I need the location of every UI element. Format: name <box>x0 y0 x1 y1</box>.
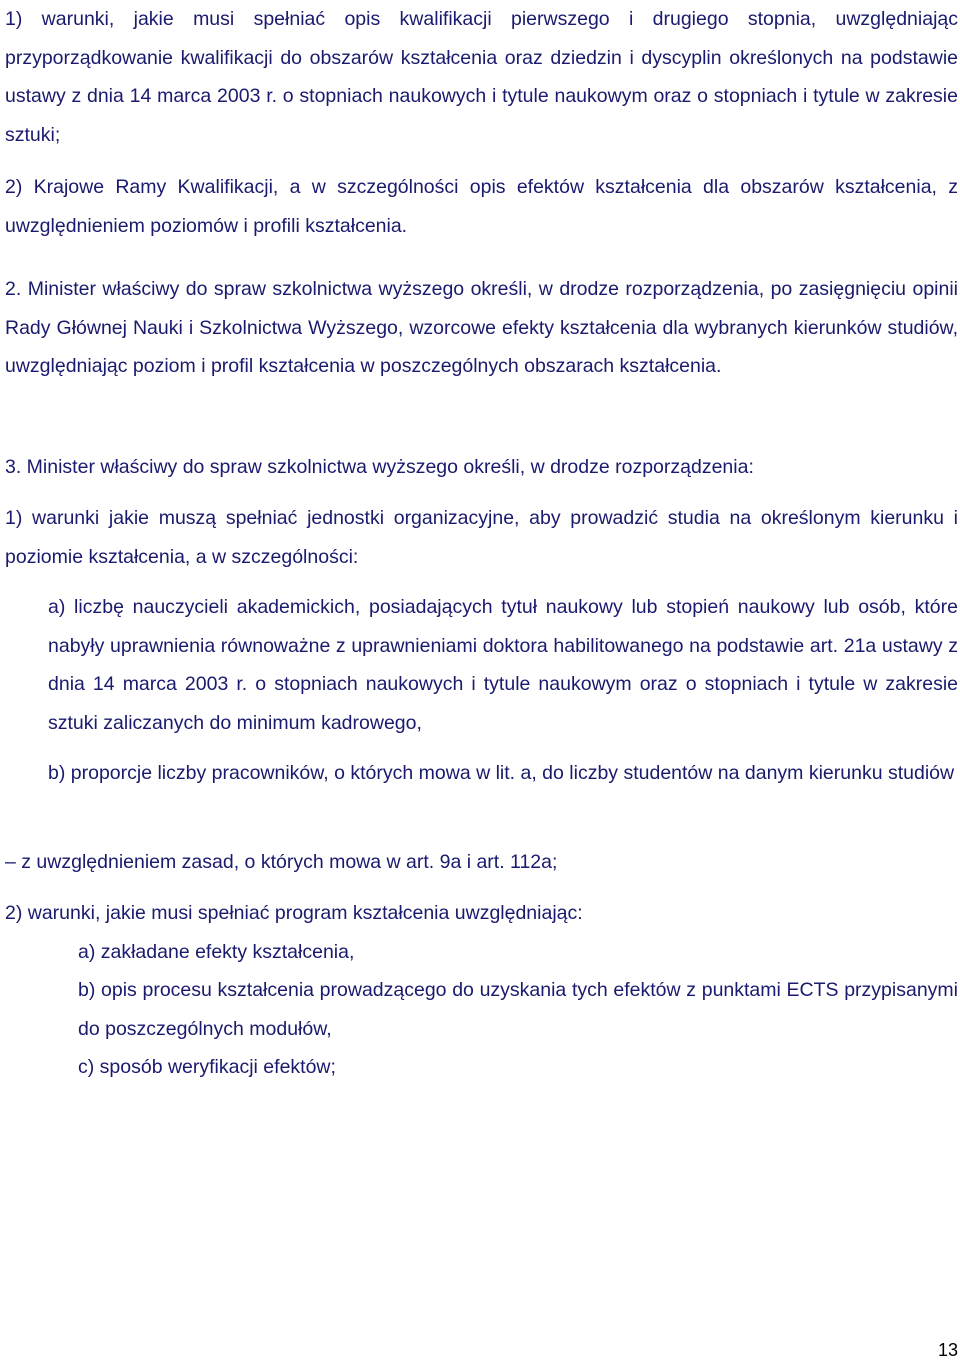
paragraph-section-3: 3. Minister właściwy do spraw szkolnictwa wyższego określi, w drodze rozporządzenia: <box>5 456 754 478</box>
paragraph-item-b-proportions: b) proporcje liczby pracowników, o których mowa w lit. a, do liczby studentów na danym kierunku studiów <box>48 762 955 784</box>
paragraph-item-a-teachers: a) liczbę nauczycieli akademickich, posiadających tytuł naukowy lub stopień naukowy lub osób, które nabyły uprawnienia równoważne z uprawnieniami doktora habilitowanego na podstawie art. 21a ustawy z dnia 14 marca 2003 r. o stopniach naukowych i tytule naukowym oraz o stopniach i tytule w zakresie sztuki zaliczanych do minimum kadrowego, <box>48 596 958 734</box>
paragraph-qualifications-description: 1) warunki, jakie musi spełniać opis kwalifikacji pierwszego i drugiego stopnia, uwzględniając przyporządkowanie kwalifikacji do obszarów kształcenia oraz dziedzin i dyscyplin określonych na podstawie ustawy z dnia 14 marca 2003 r. o stopniach naukowych i tytule naukowym oraz o stopniach i tytule w zakresie sztuki; <box>5 8 958 146</box>
page-number: 13 <box>937 1340 958 1360</box>
paragraph-item-b-process: b) opis procesu kształcenia prowadzącego do uzyskania tych efektów z punktami ECTS przypisanymi do poszczególnych modułów, <box>78 979 958 1040</box>
paragraph-organizational-units-conditions: 1) warunki jakie muszą spełniać jednostki organizacyjne, aby prowadzić studia na określonym kierunku i poziomie kształcenia, a w szczególności: <box>5 507 958 568</box>
paragraph-program-conditions: 2) warunki, jakie musi spełniać program kształcenia uwzględniając: <box>5 902 583 924</box>
paragraph-dash-principles: – z uwzględnieniem zasad, o których mowa w art. 9a i art. 112a; <box>5 851 558 873</box>
paragraph-national-qualifications-framework: 2) Krajowe Ramy Kwalifikacji, a w szczególności opis efektów kształcenia dla obszarów kształcenia, z uwzględnieniem poziomów i profili kształcenia. <box>5 176 958 237</box>
paragraph-item-c-verification: c) sposób weryfikacji efektów; <box>78 1056 336 1078</box>
paragraph-item-a-outcomes: a) zakładane efekty kształcenia, <box>78 941 355 963</box>
paragraph-section-2: 2. Minister właściwy do spraw szkolnictwa wyższego określi, w drodze rozporządzenia, po zasięgnięciu opinii Rady Głównej Nauki i Szkolnictwa Wyższego, wzorcowe efekty kształcenia dla wybranych kierunków studiów, uwzględniając poziom i profil kształcenia w poszczególnych obszarach kształcenia. <box>5 278 958 377</box>
